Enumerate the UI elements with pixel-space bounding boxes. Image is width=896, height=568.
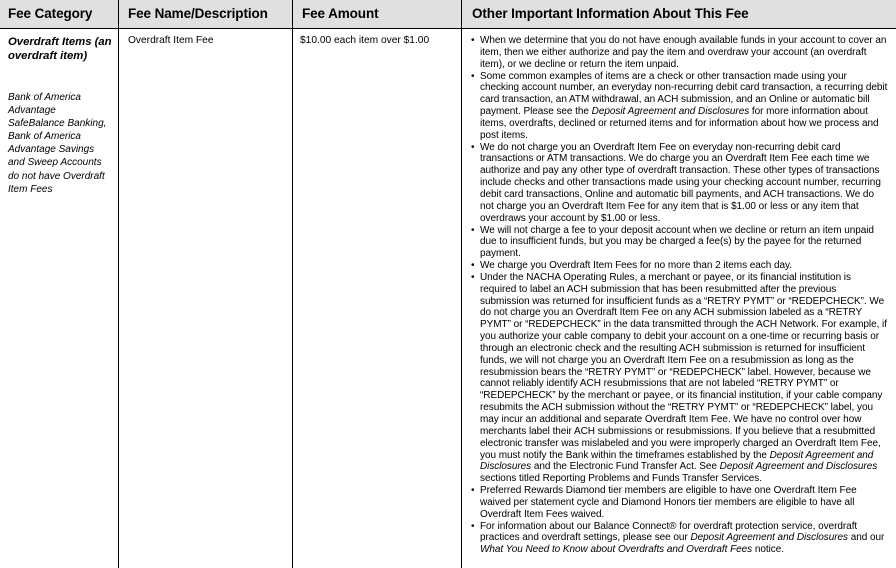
info-bullet	[470, 260, 888, 272]
info-bullet-italic-text: What You Need to Know about Overdrafts and Overdraft Fees	[480, 544, 753, 556]
info-bullet-text: Preferred Rewards Diamond tier members are eligible to have one Overdraft Item Fee waived per statement cycle and Diamond Honors tier members are eligible to have all Overdraft Item Fees waived.	[480, 485, 857, 520]
info-bullet	[470, 485, 888, 521]
info-bullet-list	[470, 35, 888, 556]
info-bullet-text: and the Electronic Fund Transfer Act. See	[531, 461, 720, 473]
info-bullet	[470, 272, 888, 485]
info-bullet-text: We charge you Overdraft Item Fees for no more than 2 items each day.	[480, 260, 792, 272]
info-bullet-italic-text: Deposit Agreement and Disclosures	[719, 461, 878, 473]
other-info-cell	[470, 35, 888, 556]
column-divider	[118, 0, 119, 568]
info-bullet-italic-text: Deposit Agreement and Disclosures	[591, 106, 750, 118]
info-bullet-text: for more information about items, overdrafts, declined or returned items and for information about how we process and post items.	[480, 106, 879, 141]
info-bullet-text: Under the NACHA Operating Rules, a merchant or payee, or its financial institution is required to label an ACH submission that has been resubmitted after the previous submission was returned for insufficient funds as a “RETRY PYMT” or “REDEPCHECK”. We do not charge you an Overdraft Item Fee on any ACH submission labeled as a “RETRY PYMT” or “REDEPCHECK” in the data transmitted through the ACH Network. For example, if you authorize your cable company to debit your account on a one-time or recurring basis or through an electronic check and the resulting ACH submission is returned for insufficient funds, we will not charge you an Overdraft Item Fee on a resubmission as long as the resubmission bears the “RETRY PYMT” or “REDEPCHECK” label. However, because we cannot reliably identify ACH resubmissions that are not labeled “RETRY PYMT” or “REDEPCHECK” by the merchant or payee, or its financial institution, if your cable company resubmits the ACH submission without the “RETRY PYMT” or “REDEPCHECK” label, you may incur an additional and separate Overdraft Item Fee. We have no control over how merchants label their ACH submissions or resubmissions. If you believe that a resubmitted electronic transfer was mislabeled and you were improperly charged an Overdraft Item Fee, you must notify the Bank within the timeframes established by the	[480, 271, 887, 461]
info-bullet-text: We will not charge a fee to your deposit account when we decline or return an item unpaid due to insufficient funds, but you may be charged a fee(s) by the payee for the returned payment.	[480, 224, 874, 260]
column-divider	[292, 0, 293, 568]
fee-category-cell	[8, 35, 116, 196]
info-bullet-italic-text: Deposit Agreement and Disclosures	[480, 449, 874, 473]
fee-amount-cell: $10.00 each item over $1.00	[300, 35, 430, 46]
info-bullet	[470, 521, 888, 557]
info-bullet-text: For information about our Balance Connect® for overdraft protection service, overdraft practices and overdraft settings, please see our	[480, 520, 858, 544]
header-other-info: Other Important Information About This Fee	[472, 6, 749, 21]
header-fee-category: Fee Category	[8, 6, 93, 21]
info-bullet-text: notice.	[752, 544, 784, 556]
info-bullet-text: When we determine that you do not have enough available funds in your account to cover an item, then we either authorize and pay the item and overdraw your account (an overdraft item), or we decline or return the item unpaid.	[480, 35, 887, 70]
column-divider	[461, 0, 462, 568]
info-bullet-text: sections titled Reporting Problems and Funds Transfer Services.	[480, 473, 762, 485]
header-fee-amount: Fee Amount	[302, 6, 379, 21]
info-bullet-text: Some common examples of items are a check or other transaction made using your checking account number, an everyday non-recurring debit card transaction, a recurring debit card transaction, an ATM withdrawal, an ACH submission, and an Online or automatic bill payment. Please see the	[480, 70, 888, 118]
fee-name-cell: Overdraft Item Fee	[128, 35, 214, 46]
info-bullet	[470, 35, 888, 71]
info-bullet-text: and our	[847, 532, 885, 544]
info-bullet-italic-text: Deposit Agreement and Disclosures	[690, 532, 848, 544]
info-bullet	[470, 142, 888, 225]
header-fee-name: Fee Name/Description	[128, 6, 268, 21]
info-bullet	[470, 71, 888, 142]
category-note: Bank of America Advantage SafeBalance Banking, Bank of America Advantage Savings and Sweep Accounts do not have Overdraft Item Fees	[8, 92, 107, 195]
info-bullet-text: We do not charge you an Overdraft Item Fee on everyday non-recurring debit card transactions or ATM transactions. We do charge you an Overdraft Item Fee each time we authorize and pay any other type of overdraft transaction. These other types of transactions include checks and other transactions made using your checking account number, recurring debit card transactions, Online and automatic bill payments, and ACH transactions. We do not charge you an Overdraft Item Fee for any item that is $1.00 or less or any item that overdraws your account by $1.00 or less.	[480, 141, 881, 224]
category-title: Overdraft Items (an overdraft item)	[8, 36, 112, 62]
info-bullet	[470, 225, 888, 261]
